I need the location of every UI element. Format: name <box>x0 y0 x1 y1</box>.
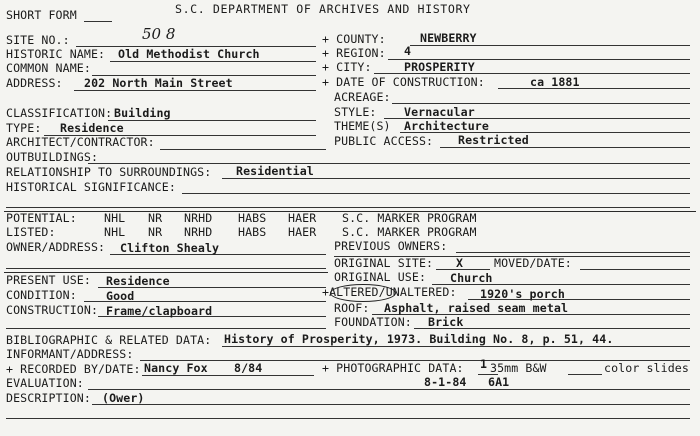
architect-label: ARCHITECT/CONTRACTOR: <box>6 135 155 149</box>
county-value: NEWBERRY <box>420 31 477 45</box>
address-value: 202 North Main Street <box>84 76 233 90</box>
city-label: + CITY: <box>322 60 372 74</box>
foundation-value: Brick <box>428 315 464 329</box>
original-use-label: ORIGINAL USE: <box>334 270 427 284</box>
listed-nhl: NHL <box>104 225 126 239</box>
description-label: DESCRIPTION: <box>6 391 91 405</box>
photo-bw-label: 35mm B&W <box>490 361 547 375</box>
recorded-date-value: 8/84 <box>234 361 263 375</box>
common-name-label: COMMON NAME: <box>6 61 91 75</box>
altered-circle-mark <box>330 284 396 302</box>
region-label: + REGION: <box>322 46 386 60</box>
classification-line <box>108 120 316 121</box>
foundation-label: FOUNDATION: <box>334 315 412 329</box>
potential-nhl: NHL <box>104 211 126 225</box>
relationship-label: RELATIONSHIP TO SURROUNDINGS: <box>6 165 212 179</box>
condition-label: CONDITION: <box>6 288 77 302</box>
date-of-construction-label: + DATE OF CONSTRUCTION: <box>322 75 485 89</box>
listed-label: LISTED: <box>6 225 56 239</box>
architect-line <box>160 149 326 150</box>
style-label: STYLE: <box>334 105 377 119</box>
type-label: TYPE: <box>6 121 42 135</box>
condition-value: Good <box>106 289 135 303</box>
evaluation-line <box>88 389 690 390</box>
public-access-value: Restricted <box>458 133 529 147</box>
date-of-construction-value: ca 1881 <box>530 75 580 89</box>
owner-line-2 <box>6 268 326 269</box>
potential-label: POTENTIAL: <box>6 211 77 225</box>
acreage-line <box>392 103 690 104</box>
relationship-value: Residential <box>236 164 314 178</box>
informant-label: INFORMANT/ADDRESS: <box>6 347 134 361</box>
site-no-label: SITE NO.: <box>6 33 70 47</box>
style-value: Vernacular <box>404 105 475 119</box>
original-use-value: Church <box>450 271 493 285</box>
photographic-data-label: + PHOTOGRAPHIC DATA: <box>322 361 464 375</box>
historic-name-line <box>110 61 316 62</box>
public-access-line <box>440 147 690 148</box>
photo-color-label: color slides <box>604 361 689 375</box>
site-no-value: 50 8 <box>142 25 176 43</box>
acreage-label: ACREAGE: <box>334 90 391 104</box>
recorded-by-line <box>142 375 314 376</box>
county-label: + COUNTY: <box>322 32 386 46</box>
outbuildings-line <box>88 163 690 164</box>
photo-color-line <box>568 374 602 375</box>
significance-label: HISTORICAL SIGNIFICANCE: <box>6 180 176 194</box>
region-value: 4 <box>404 44 412 58</box>
potential-nr: NR <box>148 211 163 225</box>
theme-value: Architecture <box>404 119 489 133</box>
outbuildings-label: OUTBUILDINGS: <box>6 150 99 164</box>
listed-nrhd: NRHD <box>184 225 213 239</box>
bibliographic-label: BIBLIOGRAPHIC & RELATED DATA: <box>6 333 212 347</box>
roof-value: Asphalt, raised seam metal <box>384 301 569 315</box>
type-value: Residence <box>60 121 124 135</box>
theme-label: THEME(S) <box>334 119 391 133</box>
listed-marker-program: S.C. MARKER PROGRAM <box>342 225 477 239</box>
potential-nrhd: NRHD <box>184 211 213 225</box>
bibliographic-line <box>222 346 690 347</box>
public-access-label: PUBLIC ACCESS: <box>334 134 434 148</box>
significance-line <box>182 193 690 194</box>
short-form-label: SHORT FORM <box>6 8 77 22</box>
classification-label: CLASSIFICATION: <box>6 106 113 120</box>
evaluation-date-value: 8-1-84 <box>424 375 467 389</box>
classification-value: Building <box>114 106 171 120</box>
moved-label: MOVED/DATE: <box>494 256 572 270</box>
roof-label: ROOF: <box>334 301 370 315</box>
department-title: S.C. DEPARTMENT OF ARCHIVES AND HISTORY <box>175 2 471 16</box>
listed-haer: HAER <box>288 225 317 239</box>
significance-line-2 <box>6 207 690 208</box>
recorded-by-label: + RECORDED BY/DATE: <box>6 362 141 376</box>
listed-nr: NR <box>148 225 163 239</box>
original-site-value: X <box>456 256 464 270</box>
construction-value: Frame/clapboard <box>106 304 213 318</box>
address-line <box>74 90 316 91</box>
description-value: (Ower) <box>102 391 145 405</box>
date-line <box>498 88 690 89</box>
present-use-label: PRESENT USE: <box>6 273 91 287</box>
potential-habs: HABS <box>238 211 267 225</box>
construction-line-2 <box>6 328 326 329</box>
evaluation-label: EVALUATION: <box>6 376 84 390</box>
county-line <box>410 45 690 46</box>
owner-value: Clifton Shealy <box>120 241 220 255</box>
listed-habs: HABS <box>238 225 267 239</box>
relationship-line <box>222 178 690 179</box>
previous-owners-line <box>456 252 690 253</box>
description-line-2 <box>6 418 690 419</box>
previous-owners-label: PREVIOUS OWNERS: <box>334 239 448 253</box>
photo-count-value: 1 <box>480 357 488 371</box>
moved-line <box>580 269 690 270</box>
altered-value: 1920's porch <box>480 287 565 301</box>
historic-name-label: HISTORIC NAME: <box>6 47 106 61</box>
potential-marker-program: S.C. MARKER PROGRAM <box>342 211 477 225</box>
evaluation-code-value: 6A1 <box>488 375 510 389</box>
historic-name-value: Old Methodist Church <box>118 47 260 61</box>
potential-haer: HAER <box>288 211 317 225</box>
short-form-line <box>84 21 112 22</box>
construction-label: CONSTRUCTION: <box>6 303 99 317</box>
present-use-value: Residence <box>106 274 170 288</box>
owner-label: OWNER/ADDRESS: <box>6 240 106 254</box>
recorded-by-value: Nancy Fox <box>144 361 208 375</box>
address-label: ADDRESS: <box>6 76 63 90</box>
city-value: PROSPERITY <box>404 60 475 74</box>
bibliographic-value: History of Prosperity, 1973. Building No. 8, p. 51, 44. <box>224 332 614 346</box>
original-site-label: ORIGINAL SITE: <box>334 256 434 270</box>
altered-label: +ALTERED/UNALTERED: <box>322 285 457 299</box>
description-line <box>92 404 690 405</box>
